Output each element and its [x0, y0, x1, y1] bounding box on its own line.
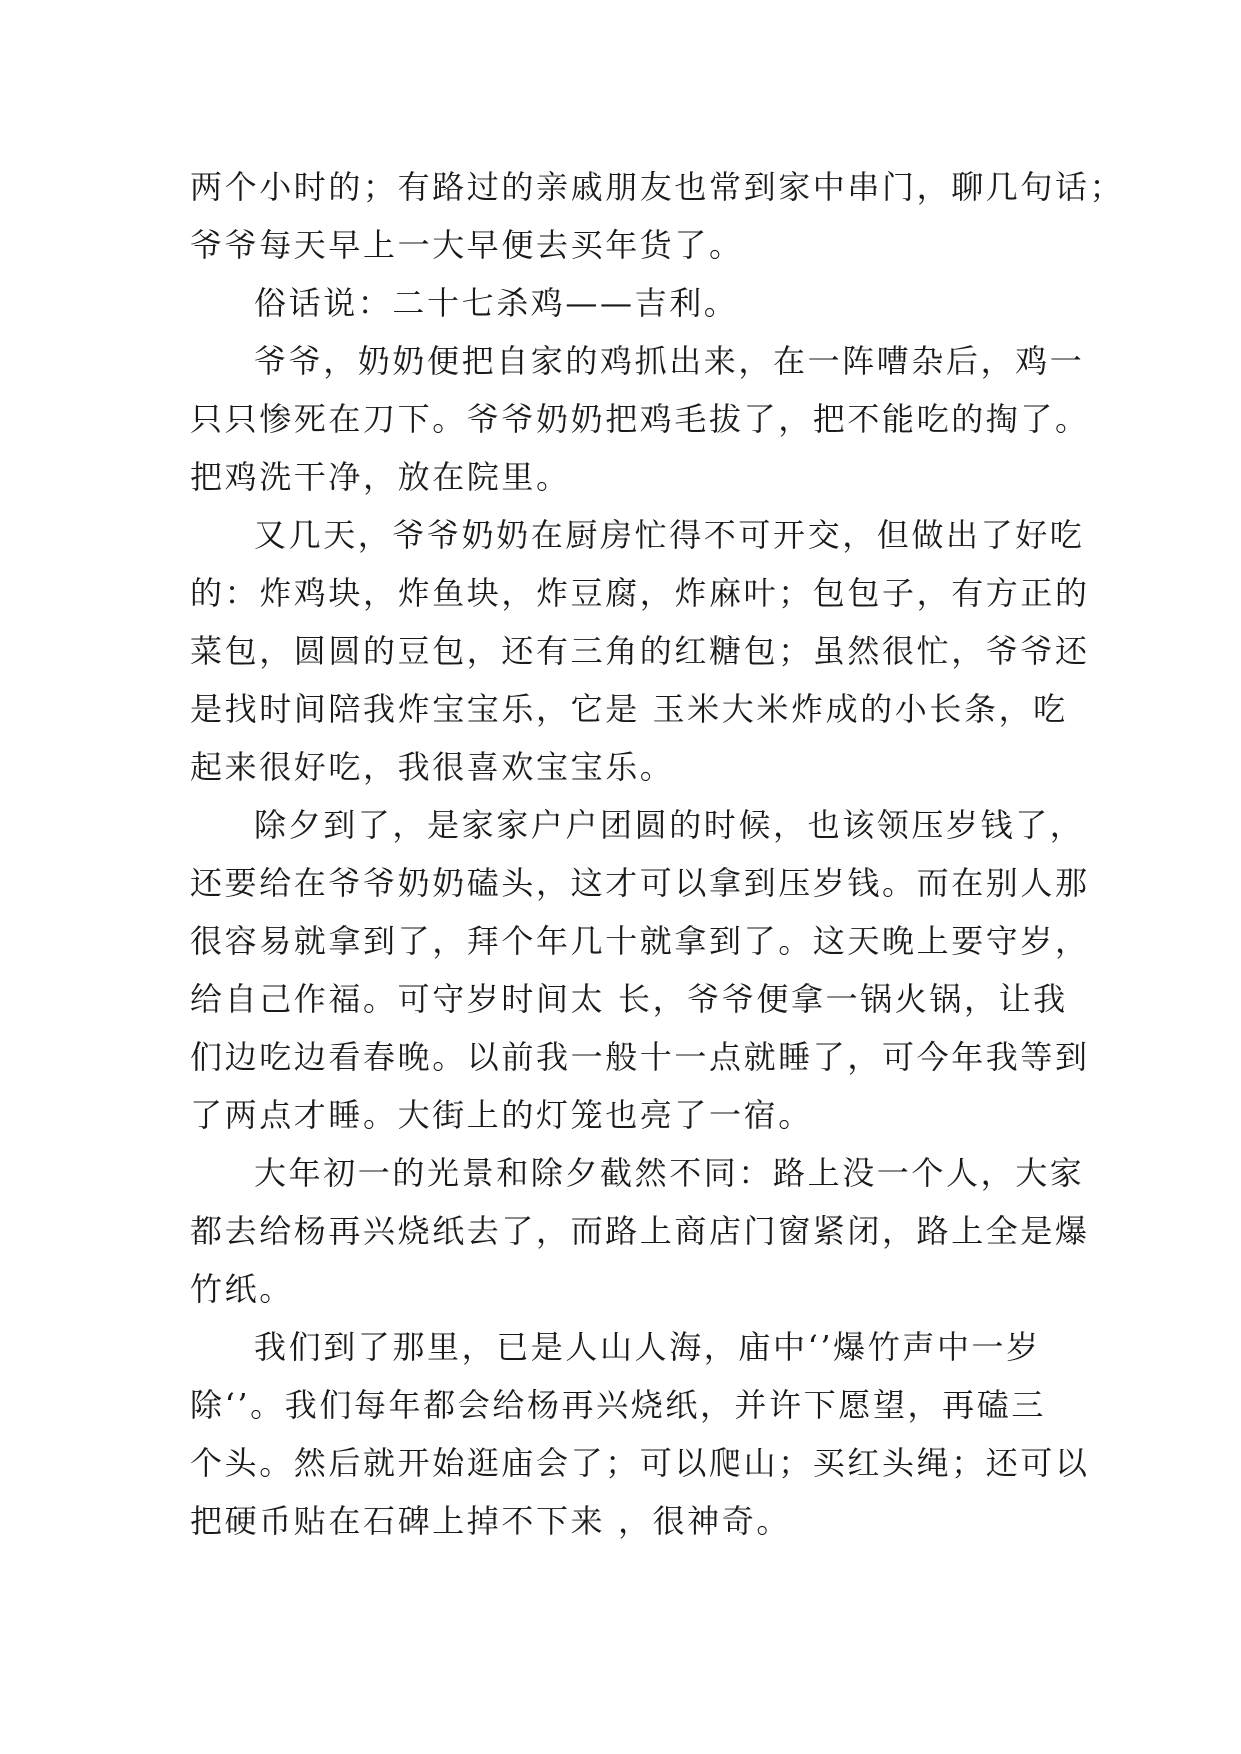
text-line: 的：炸鸡块，炸鱼块，炸豆腐，炸麻叶；包包子，有方正的 — [190, 574, 1090, 612]
text-line: 把硬币贴在石碑上掉不下来 ，很神奇。 — [190, 1502, 791, 1540]
text-line: 大年初一的光景和除夕截然不同：路上没一个人，大家 — [254, 1154, 1085, 1192]
text-line: 把鸡洗干净，放在院里。 — [190, 458, 571, 496]
text-line: 还要给在爷爷奶奶磕头，这才可以拿到压岁钱。而在别人那 — [190, 864, 1090, 902]
text-line: 除夕到了，是家家户户团圆的时候，也该领压岁钱了， — [254, 806, 1085, 844]
text-line: 菜包，圆圆的豆包，还有三角的红糖包；虽然很忙，爷爷还 — [190, 632, 1090, 670]
text-line: 又几天，爷爷奶奶在厨房忙得不可开交，但做出了好吃 — [254, 516, 1085, 554]
text-line: 给自己作福。可守岁时间太 长，爷爷便拿一锅火锅，让我 — [190, 980, 1068, 1018]
text-line: 个头。然后就开始逛庙会了；可以爬山；买红头绳；还可以 — [190, 1444, 1090, 1482]
text-line: 竹纸。 — [190, 1270, 294, 1308]
text-line: 两个小时的；有路过的亲戚朋友也常到家中串门，聊几句话； — [190, 168, 1125, 206]
text-line: 爷爷，奶奶便把自家的鸡抓出来，在一阵嘈杂后，鸡一 — [254, 342, 1085, 380]
text-line: 了两点才睡。大街上的灯笼也亮了一宿。 — [190, 1096, 813, 1134]
text-line: 爷爷每天早上一大早便去买年货了。 — [190, 226, 744, 264]
text-line: 是找时间陪我炸宝宝乐，它是 玉米大米炸成的小长条，吃 — [190, 690, 1068, 728]
text-line: 只只惨死在刀下。爷爷奶奶把鸡毛拔了，把不能吃的掏了。 — [190, 400, 1090, 438]
text-line: 起来很好吃，我很喜欢宝宝乐。 — [190, 748, 675, 786]
text-line: 俗话说：二十七杀鸡——吉利。 — [254, 284, 739, 322]
document-body — [190, 158, 1125, 1550]
text-line: 都去给杨再兴烧纸去了，而路上商店门窗紧闭，路上全是爆 — [190, 1212, 1090, 1250]
text-line: 我们到了那里，已是人山人海，庙中‘’爆竹声中一岁 — [254, 1328, 1041, 1366]
text-line: 很容易就拿到了，拜个年几十就拿到了。这天晚上要守岁， — [190, 922, 1090, 960]
text-line: 们边吃边看春晚。以前我一般十一点就睡了，可今年我等到 — [190, 1038, 1090, 1076]
text-line: 除‘’。我们每年都会给杨再兴烧纸，并许下愿望，再磕三 — [190, 1386, 1046, 1424]
